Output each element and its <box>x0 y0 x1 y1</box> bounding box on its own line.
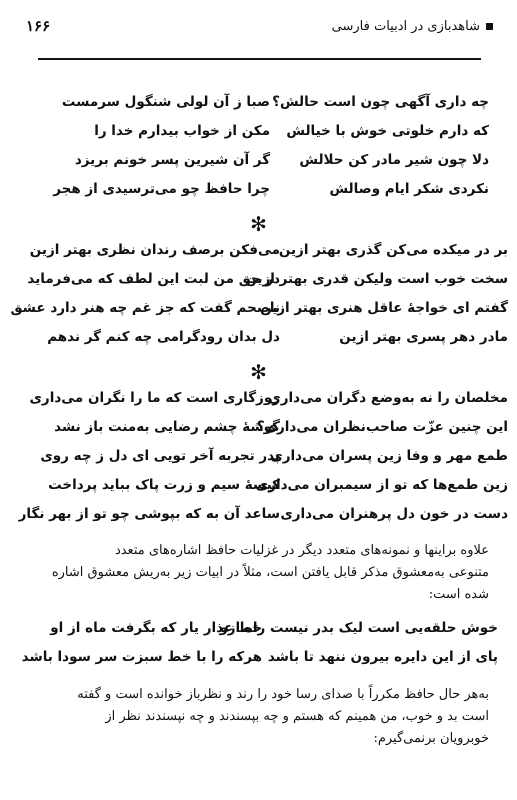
verse-line: نکردی شکر ایام وصالش <box>329 181 489 197</box>
verse-line: چرا حافظ چو می‌ترسیدی از هجر <box>53 181 271 197</box>
verse-line: صبا ز آن لولی شنگول سرمست <box>61 94 271 110</box>
page-header <box>26 14 493 38</box>
verse-line: مکن از خواب بیدارم خدا را <box>94 123 271 139</box>
prose-line: خوبرویان برنمی‌گیرم: <box>373 731 489 746</box>
prose-line: متنوعی به‌معشوق مذکر قابل یافتن است، مثلاً در ابیات زیر به‌ریش معشوق اشاره <box>51 565 489 580</box>
running-title <box>332 19 493 34</box>
verse-line: دل بدان رودگرامی چه کنم گر ندهم <box>47 329 280 345</box>
verse-line: چه داری آگهی چون است حالش؟ <box>272 94 489 110</box>
square-bullet-icon <box>486 23 493 30</box>
prose-line: شده است: <box>428 587 489 602</box>
hemistich-column-left <box>245 236 508 352</box>
verse-line: کیسهٔ سیم و زرت پاک بباید پرداخت <box>48 477 280 493</box>
prose-line: است بد و خوب، من همینم که هستم و چه بپسندند و چه نپسندند نظر از <box>105 709 489 724</box>
prose-line: علاوه براینها و نمونه‌های متعدد دیگر در غزلیات حافظ اشاره‌های متعدد <box>114 543 489 558</box>
verse-line: ساعد آن به که بپوشی چو تو از بهر نگار <box>18 506 280 522</box>
verse-line: این چنین عزّت صاحب‌نظران می‌داری؟ <box>256 419 508 435</box>
verse-line: پای از این دایره بیرون ننهد تا باشد <box>267 649 498 665</box>
verse-line: که دارم خلوتی خوش با خیالش <box>286 123 489 139</box>
poem-block-3 <box>18 384 508 529</box>
verse-line: خط عذار یار که بگرفت ماه از او <box>50 620 262 636</box>
asterism-separator-icon: ✻ <box>250 360 267 384</box>
prose-paragraph-2 <box>30 684 489 750</box>
verse-line: طمع مهر و وفا زین پسران می‌داری <box>270 448 508 464</box>
verse-line: خوش حلقه‌یی است لیک بدر نیست راه ازو <box>219 620 498 636</box>
prose-paragraph-1 <box>30 540 489 606</box>
verse-line: بر در میکده می‌کن گذری بهتر ازین <box>278 242 508 258</box>
verse-line: گوشهٔ چشم رضایی به‌منت باز نشد <box>54 419 280 435</box>
verse-line: پدر تجربه آخر تویی ای دل ز چه روی <box>40 448 280 464</box>
verse-line: در حق من لبت این لطف که می‌فرماید <box>27 271 280 287</box>
verse-line: ناصحم گفت که جز غم چه هنر دارد عشق <box>10 300 280 316</box>
verse-line: گر آن شیرین پسر خونم بریزد <box>74 152 271 168</box>
hemistich-column-left <box>255 384 508 529</box>
page-number: ۱۶۶ <box>26 17 51 35</box>
hemistich-column-right <box>10 236 280 352</box>
hemistich-column-right <box>18 384 280 529</box>
verse-line: زین طمع‌ها که تو از سیمبران می‌داری <box>255 477 508 493</box>
poem-block-2 <box>10 236 508 352</box>
hemistich-column-left <box>270 88 489 204</box>
verse-line: دست در خون دل پرهنران می‌داری <box>280 506 508 522</box>
header-rule <box>38 58 481 60</box>
verse-line: هرکه را با خط سبزت سر سودا باشد <box>21 649 262 665</box>
asterism-separator-icon: ✻ <box>250 212 267 236</box>
poem-block-4 <box>21 614 498 672</box>
poem-block-1 <box>30 88 489 204</box>
verse-line: می‌فکن برصف رندان نظری بهتر ازین <box>29 242 280 258</box>
verse-line: روزگاری است که ما را نگران می‌داری <box>29 390 280 406</box>
verse-line: سخت خوب است ولیکن قدری بهتر ازین <box>245 271 508 287</box>
hemistich-column-right <box>30 88 270 204</box>
verse-line: گفتم ای خواجهٔ عاقل هنری بهتر ازین <box>260 300 508 316</box>
verse-line: دلا چون شیر مادر کن حلالش <box>299 152 489 168</box>
hemistich-column-left <box>219 614 498 672</box>
book-title: شاهدبازی در ادبیات فارسی <box>331 18 480 34</box>
verse-line: مخلصان را نه به‌وضع دگران می‌داری <box>268 390 508 406</box>
prose-line: به‌هر حال حافظ مکرراً با صدای رسا خود را رند و نظرباز خوانده است و گفته <box>77 687 489 702</box>
hemistich-column-right <box>21 614 262 672</box>
verse-line: مادر دهر پسری بهتر ازین <box>339 329 508 345</box>
